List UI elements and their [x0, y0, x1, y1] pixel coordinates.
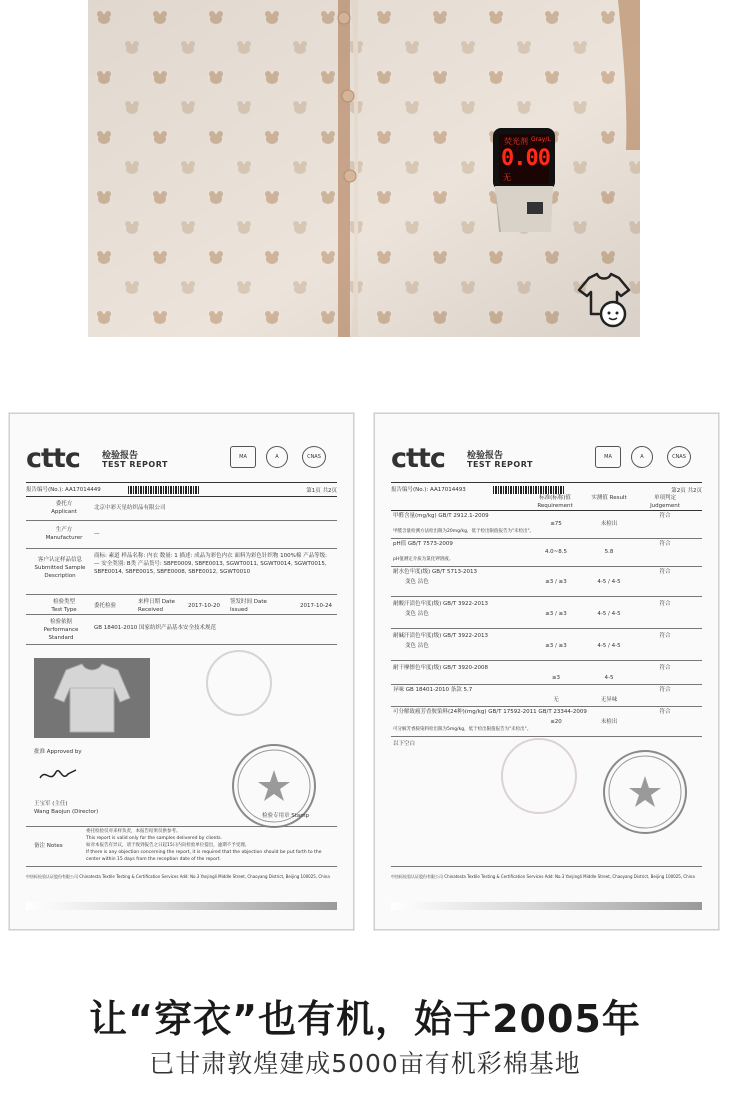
cma-mark-icon: MA: [230, 446, 256, 468]
device-label: 荧光剂: [504, 137, 528, 146]
sample-label: 客户认定样品信息 Submitted Sample Description: [34, 557, 86, 579]
report-title-en: TEST REPORT: [467, 460, 533, 469]
signature-mark: [38, 764, 78, 786]
manufacturer-label: 生产方 Manufacturer: [45, 527, 83, 541]
col-judgement: 单项判定 Judgement: [650, 495, 680, 509]
certification-marks: [581, 444, 703, 474]
official-seal: [603, 750, 687, 834]
report-title-en: TEST REPORT: [102, 460, 168, 469]
headline: 让“穿衣”也有机，始于2005年: [89, 997, 641, 1041]
stamp-label: 检验专用章 Stamp: [262, 813, 310, 819]
test-report-page-1: [9, 413, 354, 930]
director-name: 王宝军 (主任): [34, 801, 68, 807]
standard-value: GB 18401-2010 国家纺织产品基本安全技术规范: [94, 625, 217, 631]
device-verdict: 无: [503, 173, 511, 182]
fabric-pattern: [88, 0, 640, 337]
barcode: [493, 486, 565, 494]
end-of-report: 以下空白: [393, 741, 416, 747]
footer-bar: [391, 902, 702, 910]
report-footer: 中纺标检验认证股份有限公司 Chinatesta Textile Testing & Certification Services Add: No.3 Yanjingli Middle Street, Chaoyang District, Beijing 100025, China: [391, 874, 695, 879]
cttc-logo: cttc: [391, 443, 445, 474]
page-number: 第1页 共2页: [306, 488, 337, 494]
notes-list: 委托检验仅对来样负责，本报告结果仅供参考。 This report is valid only for the samples delivered by clients. 如对本报告有异议，请于收到报告之日起15日内向检验单位提出，逾期不予受理。 If there is any objection concerning the report, it is required that the objection should be put forth to the center within 15 days from the reception date of the report.: [86, 829, 322, 862]
applicant-label: 委托方 Applicant: [51, 501, 77, 515]
device-reading: 0.00: [501, 146, 550, 171]
report-title-cn: 检验报告: [467, 451, 504, 461]
sample-value: 商标: 素道 样品名称: 内衣 数量: 1 描述: 成品为彩色内衣 面料为彩色针织物 100%棉 产品等级: — 安全类别: B类 产品货号: SBFE0009, SBFE0013, SGWT0011, SGWT0014, SGWT0015, SBFE0014, SBFE0015, SBFE0008, SBFE0012, SGWT0010: [94, 553, 327, 575]
date-received: 2017-10-20: [188, 603, 220, 609]
date-received-label: 来样日期 Date Received: [138, 599, 175, 613]
report-title-cn: 检验报告: [102, 451, 139, 461]
test-type-label: 检验类型 Test Type: [51, 599, 77, 613]
cal-mark-icon: A: [631, 446, 653, 468]
subline: 已甘肃敦煌建成5000亩有机彩棉基地: [149, 1049, 581, 1078]
col-result: 实测值 Result: [591, 495, 627, 501]
test-report-page-2: cttc 检验报告 TEST REPORT MA A CNAS 报告编号(No.): AA17014493 第2页 共2页 标准(标称)值 Requirement 实测值 Result 单项判定 Judgement 甲醛含量(mg/kg) GB/T 2912.1-2009 甲醛含量检测方法检出限为20mg/kg，低于检出限值报告为"未检出"。 ≤75 未检出 符合 pH值 GB/T 7573-2009 pH值测定介质为氯化钾溶液。 4.0~8.5 5.8 符合 耐水色牢度(级) GB/T 5713-2013 变色 沾色 ≥3 / ≥3 4-5 / 4-5 符合 耐酸汗渍色牢度(级) GB/T 3922-2013 变色 沾色 ≥3 / ≥3 4-5 / 4-5 符合 耐碱汗渍色牢度(级) GB/T 3922-2013 变色 沾色 ≥3 / ≥3 4-5 / 4-5 符合 耐干摩擦色牢度(级) GB/T 3920-2008 ≥3 4-5 符合 异味 GB 18401-2010 条款 5.7 无 无异味 符合 可分解致癌芳香胺染料(24种)(mg/kg) GB/T 17592-2011 GB/T 23344-2009 ≤20 未检出 符合 可分解芳香胺染料检出限为5mg/kg，低于检出限值报告为"未检出"。 以下空白 中纺标检验认证股份有限公司 Chinatesta Textile Testing & Certification Services Add: No.3 Yanjingli Middle Street, Chaoyang District, Beijing 100025, China: [374, 413, 719, 930]
fluorescence-meter: [491, 128, 557, 232]
page-number: 第2页 共2页: [671, 488, 702, 494]
report-number: 报告编号(No.): AA17014493: [391, 487, 466, 493]
sample-photo: [34, 658, 150, 738]
date-issued-label: 签发时间 Date Issued: [230, 599, 267, 613]
report-header: [26, 444, 338, 480]
applicant-value: 北京中彩天星纺织品有限公司: [94, 505, 166, 511]
cma-mark-icon: MA: [595, 446, 621, 468]
report-number: 报告编号(No.): AA17014449: [26, 487, 101, 493]
col-requirement: 标准(标称)值 Requirement: [537, 495, 573, 509]
notes-label: 备注 Notes: [34, 843, 63, 849]
faint-stamp: [206, 650, 272, 716]
fabric-photo: [88, 0, 640, 337]
test-type-value: 委托检验: [94, 603, 117, 609]
certification-marks: [216, 444, 338, 474]
footer-bar: [26, 902, 337, 910]
report-footer: 中纺标检验认证股份有限公司 Chinatesta Textile Testing & Certification Services Add: No.3 Yanjingli Middle Street, Chaoyang District, Beijing 100025, China: [26, 874, 330, 879]
cttc-logo: cttc: [26, 443, 80, 474]
director-name-en: Wang Baojun (Director): [34, 809, 99, 815]
cnas-mark-icon: CNAS: [302, 446, 326, 468]
baby-clothes-icon: [573, 268, 635, 330]
approved-label: 批准 Approved by: [34, 749, 82, 755]
barcode: [128, 486, 200, 494]
cnas-mark-icon: CNAS: [667, 446, 691, 468]
cal-mark-icon: A: [266, 446, 288, 468]
manufacturer-value: —: [94, 531, 100, 537]
faint-seal: [501, 738, 577, 814]
device-unit: Gray/L: [531, 136, 551, 143]
report-header: [391, 444, 703, 480]
date-issued: 2017-10-24: [300, 603, 332, 609]
standard-label: 检验依据 Performance Standard: [43, 619, 79, 641]
